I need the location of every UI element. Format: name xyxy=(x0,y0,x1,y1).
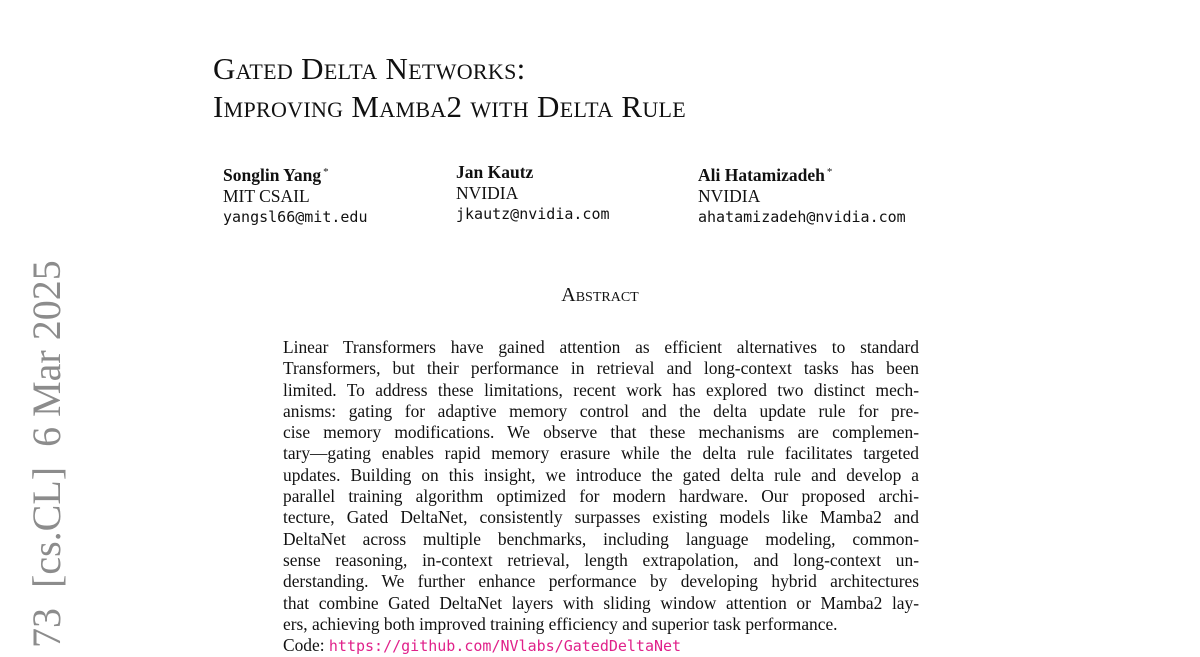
author-email[interactable]: ahatamizadeh@nvidia.com xyxy=(698,208,906,226)
abstract-line: ers, achieving both improved training efficiency and superior task performance. xyxy=(283,613,838,634)
author-affiliation: MIT CSAIL xyxy=(223,186,310,206)
code-label: Code: xyxy=(283,635,329,656)
author-block-kautz xyxy=(456,162,610,225)
abstract-heading: Abstract xyxy=(561,284,639,306)
author-email[interactable]: jkautz@nvidia.com xyxy=(456,205,610,223)
code-repo-link[interactable]: https://github.com/NVlabs/GatedDeltaNet xyxy=(328,637,682,656)
arxiv-category: [cs.CL] xyxy=(24,466,69,588)
equal-contribution-mark: * xyxy=(826,166,833,178)
abstract-line: cise memory modifications. We observe that these mechanisms are complemen- xyxy=(283,422,919,443)
abstract-line: tary—gating enables rapid memory erasure while the delta rule facilitates targeted xyxy=(283,443,919,464)
title-line-2: Improving Mamba2 with Delta Rule xyxy=(213,89,687,124)
author-affiliation: NVIDIA xyxy=(456,183,519,203)
abstract-line: parallel training algorithm optimized for modern hardware. Our proposed archi- xyxy=(283,486,919,507)
code-line xyxy=(283,635,919,657)
abstract-line: limited. To address these limitations, recent work has explored two distinct mech- xyxy=(283,379,919,400)
abstract-line: tecture, Gated DeltaNet, consistently surpasses existing models like Mamba2 and xyxy=(283,507,919,528)
title-line-1: Gated Delta Networks: xyxy=(213,51,526,86)
abstract-line: Transformers, but their performance in retrieval and long-context tasks has been xyxy=(283,358,919,379)
author-block-hatamizadeh xyxy=(698,162,906,228)
author-name: Jan Kautz xyxy=(456,162,534,182)
abstract-line: updates. Building on this insight, we introduce the gated delta rule and develop a xyxy=(283,464,919,485)
abstract-line: derstanding. We further enhance performance by developing hybrid architectures xyxy=(283,571,919,592)
equal-contribution-mark: * xyxy=(323,166,329,178)
author-email[interactable]: yangsl66@mit.edu xyxy=(223,208,368,226)
abstract-line: sense reasoning, in-context retrieval, length extrapolation, and long-context un- xyxy=(283,549,919,570)
arxiv-side-stamp xyxy=(23,240,71,648)
abstract-line: anisms: gating for adaptive memory control and the delta update rule for pre- xyxy=(283,400,919,421)
abstract-line: that combine Gated DeltaNet layers with sliding window attention or Mamba2 lay- xyxy=(283,592,919,613)
author-name: Ali Hatamizadeh * xyxy=(698,165,833,185)
abstract-line: DeltaNet across multiple benchmarks, including language modeling, common- xyxy=(283,528,919,549)
arxiv-id-fragment: 73 xyxy=(24,608,69,648)
author-affiliation: NVIDIA xyxy=(698,186,761,206)
abstract-line: Linear Transformers have gained attention as efficient alternatives to standard xyxy=(283,337,919,357)
author-name: Songlin Yang * xyxy=(223,165,329,185)
arxiv-date: 6 Mar 2025 xyxy=(24,260,69,447)
abstract-body xyxy=(283,337,919,657)
paper-title xyxy=(213,50,686,126)
author-block-yang xyxy=(223,162,368,228)
